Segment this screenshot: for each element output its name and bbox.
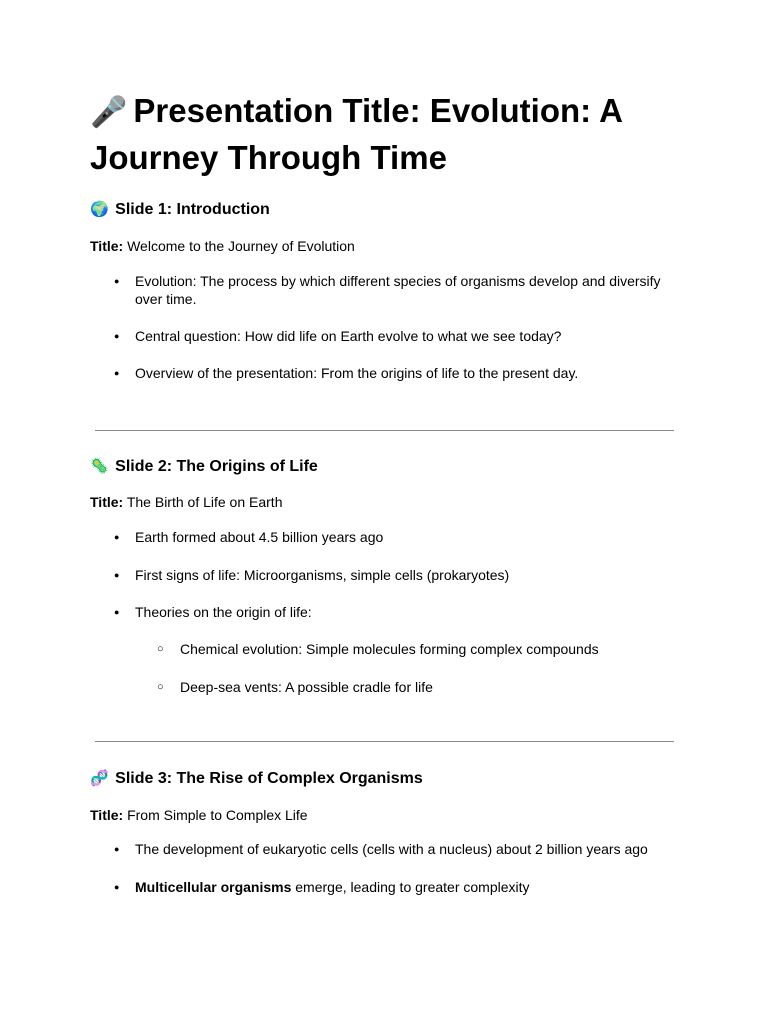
- microbe-icon: 🦠: [90, 457, 109, 475]
- list-item-text: emerge, leading to greater complexity: [295, 879, 530, 895]
- slide-3-heading: [90, 767, 423, 790]
- list-item: ● Theories on the origin of life:: [90, 603, 690, 621]
- title-label: Title:: [90, 807, 124, 823]
- slide-1-title-value: Welcome to the Journey of Evolution: [127, 238, 355, 254]
- presentation-title: [90, 88, 690, 180]
- list-item: [90, 878, 690, 896]
- presentation-title-text: Presentation Title: Evolution: A Journey Through Time: [90, 92, 622, 176]
- slide-3-title-line: [90, 806, 308, 824]
- slide-3-bullet-list: [90, 840, 690, 896]
- slide-1-title-line: [90, 237, 355, 255]
- slide-1-bullet-list: [90, 272, 670, 382]
- slide-1-heading: [90, 198, 270, 221]
- title-label: Title:: [90, 238, 124, 254]
- dna-icon: 🧬: [90, 769, 109, 787]
- slide-1-heading-text: Slide 1: Introduction: [115, 201, 270, 218]
- list-item: ● Earth formed about 4.5 billion years ago: [90, 528, 690, 546]
- slide-2-title-value: The Birth of Life on Earth: [126, 494, 283, 510]
- list-item: ● The development of eukaryotic cells (cells with a nucleus) about 2 billion years ago: [90, 840, 690, 858]
- slide-2-heading-text: Slide 2: The Origins of Life: [115, 458, 318, 475]
- slide-3-title-value: From Simple to Complex Life: [127, 807, 308, 823]
- section-divider: [95, 741, 674, 742]
- bold-term: Multicellular organisms: [135, 879, 292, 895]
- list-item: ● Central question: How did life on Earth evolve to what we see today?: [90, 327, 670, 345]
- list-item: ● First signs of life: Microorganisms, simple cells (prokaryotes): [90, 566, 690, 584]
- sub-list-item: ○ Deep-sea vents: A possible cradle for life: [90, 678, 690, 696]
- microphone-icon: 🎤: [90, 95, 128, 130]
- slide-2-heading: [90, 455, 318, 478]
- globe-icon: 🌍: [90, 200, 109, 218]
- list-item: ● Evolution: The process by which different species of organisms develop and diversify over time.: [90, 272, 670, 308]
- slide-3-heading-text: Slide 3: The Rise of Complex Organisms: [115, 770, 423, 787]
- list-item: ● Overview of the presentation: From the origins of life to the present day.: [90, 364, 670, 382]
- slide-2-title-line: [90, 493, 282, 511]
- section-divider: [95, 430, 674, 431]
- title-label: Title:: [90, 494, 124, 510]
- sub-list-item: ○ Chemical evolution: Simple molecules forming complex compounds: [90, 640, 690, 658]
- slide-2-bullet-list: [90, 528, 690, 696]
